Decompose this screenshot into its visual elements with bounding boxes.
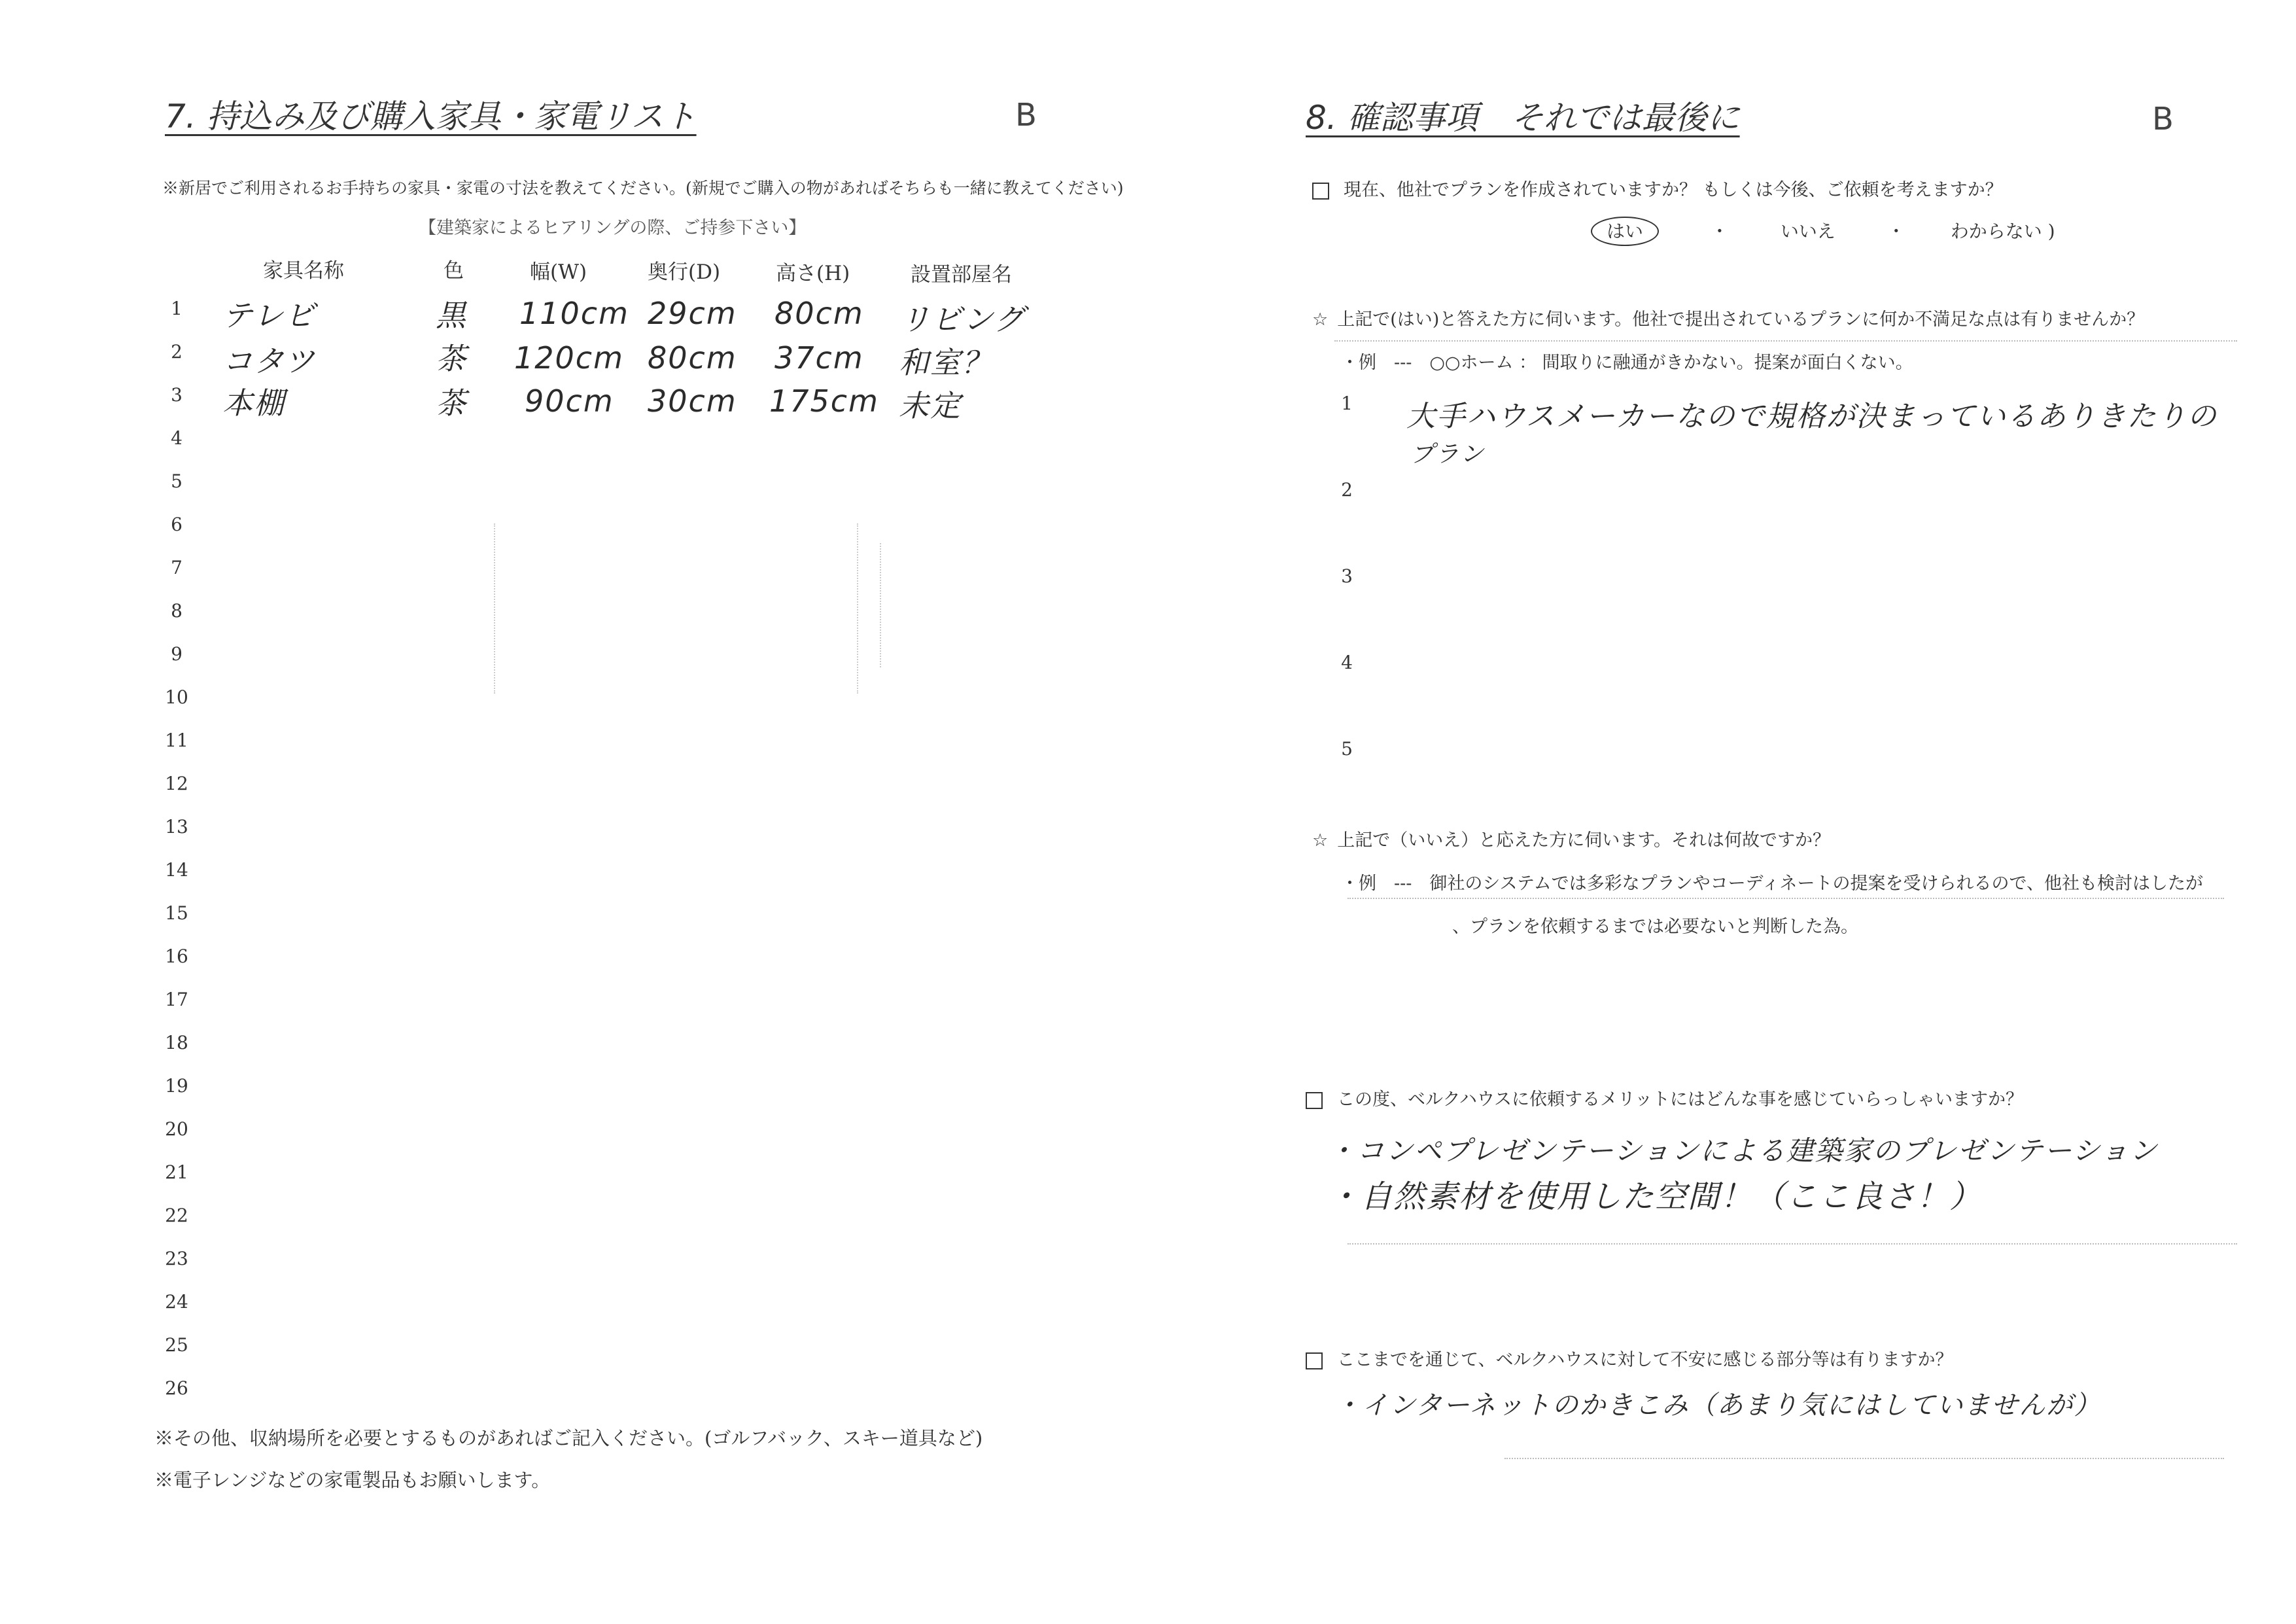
item-height: 175cm <box>769 383 879 419</box>
item-width: 90cm <box>525 383 614 419</box>
item-color: 黒 <box>436 298 467 333</box>
col-color-header: 色 <box>444 259 464 283</box>
option-separator: ・ <box>1887 221 1905 242</box>
answer-number: 2 <box>1341 479 1353 501</box>
star-icon: ☆ <box>1312 309 1329 330</box>
row-number: 22 <box>165 1205 188 1226</box>
row-number: 8 <box>171 600 183 622</box>
row-number: 9 <box>171 643 183 665</box>
item-name: テレビ <box>222 298 317 333</box>
item-room: リビング <box>900 302 1026 337</box>
answer-number: 3 <box>1341 565 1353 587</box>
furniture-note: ※新居でご利用されるお手持ちの家具・家電の寸法を教えてください。(新規でご購入の物があればそちらも一緒に教えてください) <box>162 179 1124 198</box>
answer-guide-line <box>1348 898 2224 899</box>
left-page-mark: B <box>1015 97 1037 133</box>
col-room-header: 設置部屋名 <box>911 263 1012 287</box>
question-4 <box>1306 1085 2023 1110</box>
row-number: 14 <box>165 859 188 881</box>
star-icon: ☆ <box>1312 830 1329 851</box>
faint-guide <box>857 523 858 694</box>
item-color: 茶 <box>436 341 467 376</box>
question-5 <box>1306 1345 1953 1371</box>
item-height: 80cm <box>774 296 864 331</box>
q5-answer: ・インターネットのかきこみ（あまり気にはしていませんが） <box>1334 1390 2102 1421</box>
row-number: 23 <box>165 1248 188 1269</box>
item-height: 37cm <box>774 340 864 376</box>
option-no: いいえ <box>1780 221 1835 242</box>
question-5-text: ここまでを通じて、ベルクハウスに対して不安に感じる部分等は有りますか？ <box>1337 1350 1953 1370</box>
row-number: 21 <box>165 1161 188 1183</box>
question-3-example-line1: ・例 --- 御社のシステムでは多彩なプランやコーディネートの提案を受けられるので、他社も検討はしたが <box>1341 874 2203 894</box>
item-name: コタツ <box>222 344 316 379</box>
item-width: 120cm <box>514 340 624 376</box>
row-number: 3 <box>171 384 183 406</box>
row-number: 15 <box>165 902 188 924</box>
faint-guide <box>880 543 881 667</box>
row-number: 12 <box>165 773 188 794</box>
col-name-header: 家具名称 <box>263 259 344 283</box>
option-separator: ・ <box>1710 221 1729 242</box>
answer-number: 5 <box>1341 738 1353 760</box>
row-number: 6 <box>171 514 183 535</box>
row-number: 16 <box>165 945 188 967</box>
question-2-example: ・例 --- ○○ホーム ： 間取りに融通がきかない。提案が面白くない。 <box>1341 353 1913 373</box>
row-number: 18 <box>165 1032 188 1053</box>
item-name: 本棚 <box>222 385 285 421</box>
footer-appliance-note: ※電子レンジなどの家電製品もお願いします。 <box>154 1469 551 1491</box>
hearing-note: 【建築家によるヒアリングの際、ご持参下さい】 <box>419 218 807 238</box>
item-room: 和室？ <box>899 345 993 380</box>
q4-answer-line2: ・自然素材を使用した空間！（ここ良さ！） <box>1328 1178 1983 1215</box>
item-color: 茶 <box>436 385 467 421</box>
row-number: 19 <box>165 1075 188 1097</box>
row-number: 11 <box>165 730 188 751</box>
q4-answer-line1: ・コンペプレゼンテーションによる建築家のプレゼンテーション <box>1328 1135 2159 1167</box>
question-2 <box>1312 305 2144 330</box>
row-number: 26 <box>165 1377 188 1399</box>
item-width: 110cm <box>519 296 629 331</box>
row-number: 2 <box>171 341 183 362</box>
checkbox-icon <box>1306 1352 1323 1369</box>
row-number: 25 <box>165 1334 188 1356</box>
col-depth-header: 奥行(D) <box>648 260 721 284</box>
footer-storage-note: ※その他、収納場所を必要とするものがあればご記入ください。(ゴルフバック、スキー道具など) <box>154 1427 983 1449</box>
question-3-text: 上記で（いいえ）と応えた方に伺います。それは何故ですか？ <box>1337 830 1831 851</box>
answer-guide-line <box>1505 1458 2224 1459</box>
row-number: 20 <box>165 1118 188 1140</box>
checkbox-icon <box>1312 183 1329 200</box>
question-4-text: この度、ベルクハウスに依頼するメリットにはどんな事を感じていらっしゃいますか？ <box>1337 1089 2023 1110</box>
row-number: 4 <box>171 427 183 449</box>
question-3 <box>1312 826 1830 851</box>
right-section-title: 8. 確認事項 それでは最後に <box>1306 99 1740 137</box>
q2-answer-line2: プラン <box>1410 441 1486 468</box>
option-unknown: わからない ) <box>1950 221 2055 242</box>
question-1 <box>1312 175 2003 201</box>
item-depth: 29cm <box>648 296 737 331</box>
item-depth: 30cm <box>648 383 737 419</box>
faint-guide <box>494 523 495 694</box>
col-height-header: 高さ(H) <box>776 262 850 285</box>
question-1-text: 現在、他社でプランを作成されていますか？ もしくは今後、ご依頼を考えますか？ <box>1344 180 2003 200</box>
left-section-title: 7. 持込み及び購入家具・家電リスト <box>165 97 697 135</box>
answer-number: 4 <box>1341 652 1353 673</box>
row-number: 10 <box>165 686 188 708</box>
row-number: 17 <box>165 989 188 1010</box>
question-2-text: 上記で(はい)と答えた方に伺います。他社で提出されているプランに何か不満足な点は有りませんか？ <box>1337 309 2145 330</box>
item-room: 未定 <box>899 388 962 423</box>
q2-answer-line1: 大手ハウスメーカーなので規格が決まっているありきたりの <box>1406 400 2218 433</box>
row-number: 1 <box>171 298 183 319</box>
answer-number: 1 <box>1341 393 1353 414</box>
answer-guide-line <box>1334 340 2237 342</box>
option-yes-circled: はい <box>1591 217 1659 246</box>
row-number: 13 <box>165 816 188 838</box>
col-width-header: 幅(W) <box>530 260 587 284</box>
right-page-mark: B <box>2152 101 2174 137</box>
row-number: 7 <box>171 557 183 578</box>
question-3-example-line2: 、プランを依頼するまでは必要ないと判断した為。 <box>1452 917 1858 937</box>
row-number: 5 <box>171 470 183 492</box>
answer-guide-line <box>1348 1243 2237 1244</box>
row-number: 24 <box>165 1291 188 1313</box>
q1-options <box>1591 217 2055 243</box>
checkbox-icon <box>1306 1092 1323 1109</box>
item-depth: 80cm <box>648 340 737 376</box>
